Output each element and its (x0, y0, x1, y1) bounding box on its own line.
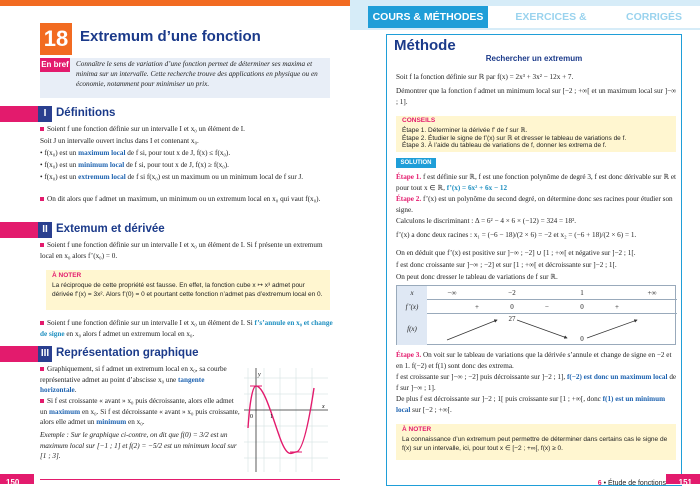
chapter-title: Extremum d’une fonction (80, 28, 261, 45)
def-p2: Soit J un intervalle ouvert inclus dans I et contenant x₀. (40, 137, 199, 145)
graph-grid (244, 368, 328, 472)
footer-line-left (40, 479, 340, 480)
section-1-bar (0, 106, 38, 122)
conseil-3: Étape 3. À l’aide du tableau de variations de f, donner les extrema de f. (402, 142, 607, 149)
note-text-right: La connaissance d’un extremum peut permettre de déterminer dans certains cas le signe de f(x) sur un intervalle, ici, pour tout x ∈ [−2 ; +∞[, f(x) ≥ 0. (402, 436, 668, 452)
etape-3-min: De plus f est décroissante sur ]−2 ; 1[ puis croissante sur [1 ; +∞[, donc f(1) est un minimum local sur [−2 ; +∞[. (396, 395, 666, 414)
graph-p2: Si f est croissante « avant » x₀ puis décroissante, alors elle admet un maximum en x₀. Si f est décroissante « avant » x₀ puis croissante, alors elle admet un minimum en x₀. (40, 397, 240, 426)
tab-exercices-sujets[interactable]: EXERCICES & (515, 11, 587, 23)
arrow-up-1 (447, 320, 497, 340)
page-number-left: 150 (6, 478, 20, 487)
intro-1: Soit f la fonction définie sur ℝ par f(x) = 2x³ + 3x² − 12x + 7. (396, 73, 574, 81)
page-number-right: 151 (678, 478, 692, 487)
def-b3: • f(x₀) est un extremum local de f si f(x₀) est un maximum ou un minimum local de f sur J. (40, 173, 304, 181)
conseil-2: Étape 2. Étudier le signe de f’(x) sur ℝ et dresser le tableau de variations de f. (402, 135, 627, 142)
sign-1: 0 (510, 303, 514, 311)
row-fprime (397, 300, 677, 314)
x-val-2: 1 (580, 289, 584, 297)
conseils-tag: CONSEILS (402, 117, 436, 124)
function-graph (244, 368, 328, 472)
methode-title: Méthode (394, 37, 456, 54)
sign-3: 0 (580, 303, 584, 311)
right-page (350, 0, 700, 497)
def-b2: • f(x₀) est un minimum local de f si, pour tout x de J, f(x) ≥ f(x₀). (40, 161, 229, 169)
x-label: x (322, 404, 325, 410)
section-2-bar (0, 222, 38, 238)
x-val-0: −∞ (447, 289, 457, 297)
graph-p1: Graphiquement, si f admet un extremum local en x₀, sa courbe représentative admet au point d’abscisse x₀ une tangente horizontale. (40, 365, 227, 394)
section-1-title: Définitions (56, 107, 116, 119)
def-b1: • f(x₀) est un maximum local de f si, pour tout x de J, f(x) ≤ f(x₀). (40, 149, 231, 157)
note-tag-right: À NOTER (402, 426, 432, 433)
solution-tag: SOLUTION (396, 158, 436, 168)
arrow-down (517, 320, 567, 338)
label-f: f(x) (397, 314, 427, 345)
tab-corriges[interactable]: CORRIGÉS (625, 11, 682, 23)
ext-p1: Soient f une fonction définie sur un intervalle I et x₀ un élément de I. Si f présente un extremum local en x₀ alors f’(x₀) = 0. (40, 241, 323, 260)
sign-4: + (615, 303, 619, 311)
variations-text: f est donc croissante sur ]−∞ ; −2] et sur [1 ; +∞[ et décroissante sur ]−2 ; 1[. (396, 261, 617, 269)
section-2-number: II (38, 222, 52, 238)
chapter-number: 18 (40, 23, 72, 55)
ext-p2: Soient f une fonction définie sur un intervalle I et x₀ un élément de I. Si f’s’annule en x₀ et change de signe en x₀ alors f admet un extremum local en x₀. (40, 319, 333, 338)
discriminant: Calculons le discriminant : Δ = 6² − 4 × 6 × (−12) = 324 = 18². (396, 217, 577, 225)
section-3-title: Représentation graphique (56, 347, 199, 359)
arrow-up-2 (587, 320, 637, 338)
top-orange-band (0, 0, 350, 6)
intro-2: Démontrer que la fonction f admet un minimum local sur [−2 ; +∞[ et un maximum local sur ]−∞ ; 1]. (396, 87, 677, 106)
etape-2: Étape 2. f’(x) est un polynôme du second degré, on détermine donc ses racines pour étudier son signe. (396, 195, 673, 214)
etape-3: Étape 3. On voit sur le tableau de variations que la dérivée s’annule et change de signe en −2 et en 1. f(−2) et f(1) sont donc des extrema. (396, 351, 672, 370)
def-p3: On dit alors que f admet un maximum, un minimum ou un extremum local en x₀ qui vaut f(x₀). (40, 194, 335, 205)
graph-p3: Exemple : Sur le graphique ci-contre, on dit que f(0) = 3/2 est un maximum local sur [−1 ; 1] et f(2) = −5/2 est un minimum local sur [1 ; 3]. (40, 431, 237, 460)
racines: f’(x) a donc deux racines : x₁ = (−6 − 18)/(2 × 6) = −2 et x₂ = (−6 + 18)/(2 × 6) = 1. (396, 231, 637, 239)
en-bref-text: Connaître le sens de variation d’une fonction permet de déterminer ses maxima et minima sur un intervalle. Cette recherche trouve des applications en physique ou en économie, notamment pour minimiser un prix. (76, 60, 318, 88)
label-x: x (397, 286, 427, 300)
chapter-footer: 6 • Étude de fonctions (597, 480, 666, 487)
variation-table (396, 285, 676, 345)
signe: On en déduit que f’(x) est positive sur ]−∞ ; −2] ∪ [1 ; +∞[ et négative sur ]−2 ; 1[. (396, 249, 636, 257)
sign-2: − (545, 303, 549, 311)
section-1-number: I (38, 106, 52, 122)
note-text-left: La réciproque de cette propriété est fausse. En effet, la fonction cube x ↦ x³ admet pour dérivée f’(x) = 3x². Alors f’(0) = 0 et pourtant cette fonction n’admet pas d’extremum local en 0. (52, 282, 323, 298)
conseil-1: Étape 1. Déterminer la dérivée f’ de f sur ℝ. (402, 127, 528, 134)
x-val-3: +∞ (647, 289, 657, 297)
label-fprime: f’(x) (397, 300, 427, 314)
sign-0: + (475, 303, 479, 311)
section-3-number: III (38, 346, 52, 362)
tabs (368, 6, 700, 28)
x-tick-1: 1 (270, 414, 273, 420)
origin-label: 0 (250, 414, 253, 420)
def-p1: Soient f une fonction définie sur un intervalle I et x₀ un élément de I. (40, 124, 335, 135)
etape-1: Étape 1. f est définie sur ℝ, f est une fonction polynôme de degré 3, f est donc dérivable sur ℝ et pour tout x ∈ ℝ, f’(x) = 6x² + 6x − 12 (396, 173, 677, 192)
y-label: y (258, 372, 261, 378)
f-min: 0 (580, 335, 584, 343)
curve (248, 386, 314, 453)
x-val-1: −2 (508, 289, 516, 297)
note-tag-left: À NOTER (52, 272, 82, 279)
row-x (397, 286, 677, 300)
etape-3-max: f est croissante sur ]−∞ ; −2] puis décroissante sur ]−2 ; 1], f(−2) est donc un maximum local de f sur ]−∞ ; 1]. (396, 373, 677, 392)
section-2-title: Extemum et dérivée (56, 223, 165, 235)
en-bref-tag: En bref (40, 58, 70, 72)
f-max: 27 (508, 315, 516, 323)
tableau-intro: On peut donc dresser le tableau de variations de f sur ℝ. (396, 273, 558, 281)
methode-heading: Rechercher un extremum (485, 54, 583, 63)
section-3-bar (0, 346, 38, 362)
variation-arrows (427, 314, 677, 345)
tab-cours-methodes[interactable]: COURS & MÉTHODES (368, 6, 488, 28)
